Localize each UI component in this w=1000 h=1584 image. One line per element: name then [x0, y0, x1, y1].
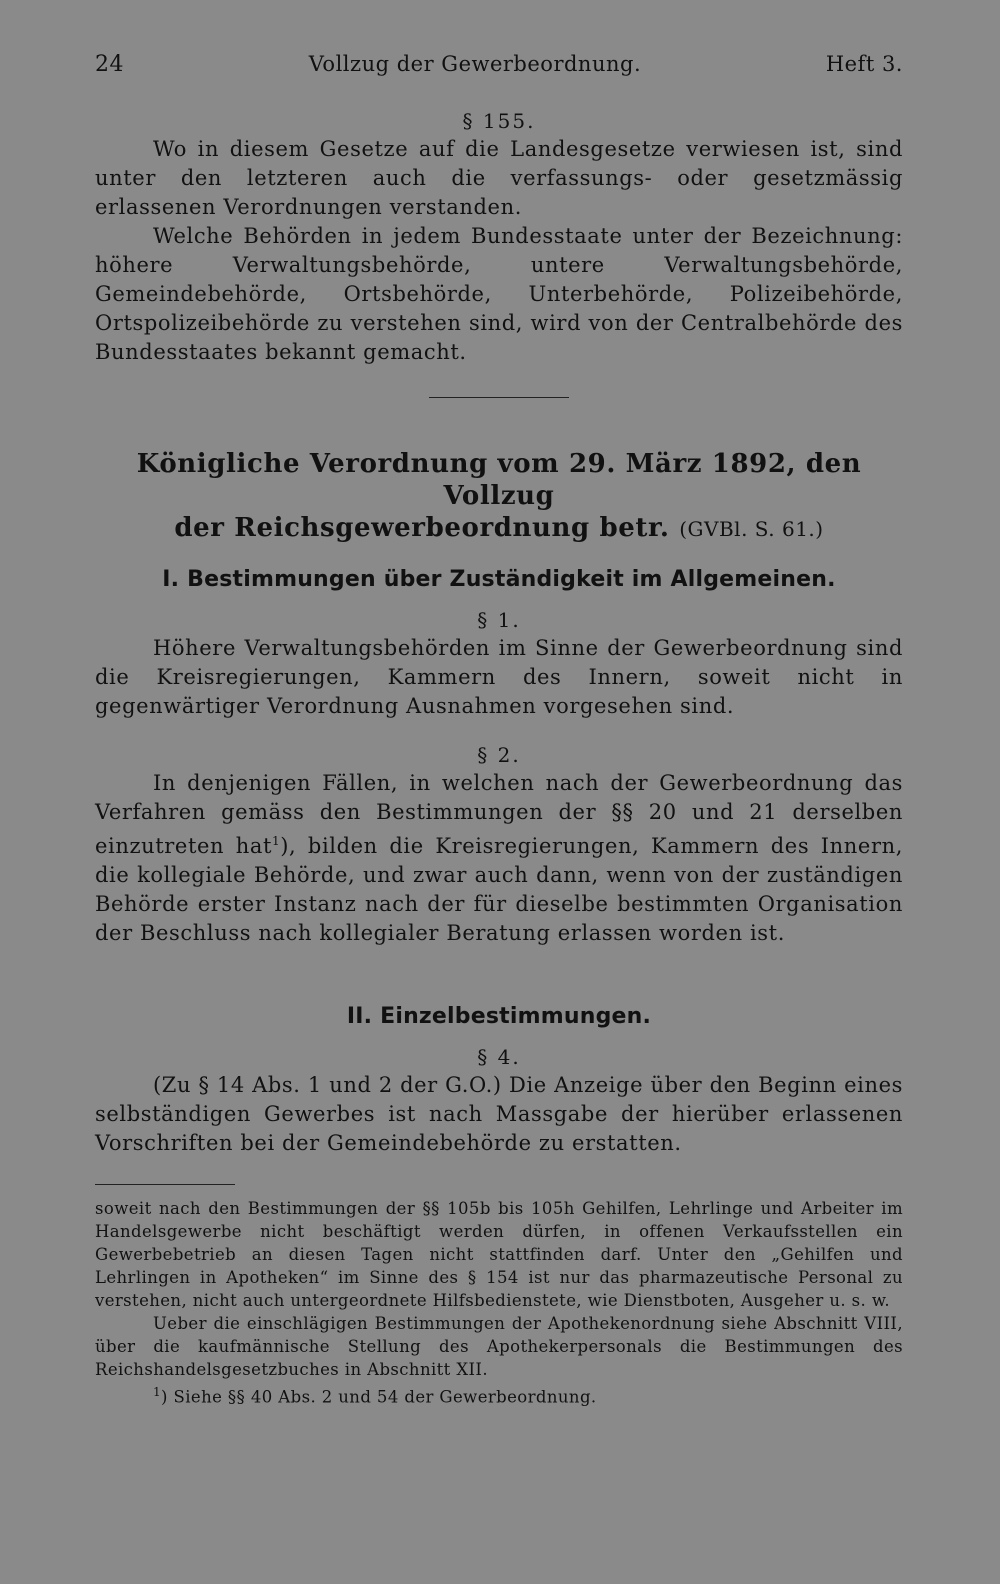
paragraph-4-text: (Zu § 14 Abs. 1 und 2 der G.O.) Die Anzeige über den Beginn eines selbständigen Gewerbes ist nach Massgabe der hierüber erlassenen Vorschriften bei der Gemeindebehörde zu erstatten. — [95, 1073, 903, 1155]
document-page — [95, 52, 903, 1409]
section-heading-1: I. Bestimmungen über Zuständigkeit im Allgemeinen. — [162, 567, 836, 592]
section-heading-2: II. Einzelbestimmungen. — [346, 1004, 652, 1029]
footnote-apothecary: Ueber die einschlägigen Bestimmungen der Apothekenordnung siehe Abschnitt VIII, über die kaufmännische Stellung des Apothekerpersonals die Bestimmungen des Reichshandelsgesetzbuches in Abschnitt XII. — [95, 1314, 903, 1379]
footnote-continuation: soweit nach den Bestimmungen der §§ 105b bis 105h Gehilfen, Lehrlinge und Arbeiter im Handelsgewerbe nicht beschäftigt werden dürfen, in offenen Verkaufsstellen ein Gewerbebetrieb an diesen Tagen nicht stattfinden darf. Unter den „Gehilfen und Lehrlingen in Apotheken“ im Sinne des § 154 ist nur das pharmazeutische Personal zu verstehen, nicht auch untergeordnete Hilfsbedienstete, wie Dienstboten, Ausgeher u. s. w. — [95, 1199, 903, 1310]
paragraph-2-text — [95, 769, 903, 948]
ordinance-title-line-2: der Reichsgewerbeordnung betr. — [174, 513, 670, 543]
paragraph-1-text: Höhere Verwaltungsbehörden im Sinne der Gewerbeordnung sind die Kreisregierungen, Kammern des Innern, soweit nicht in gegenwärtiger Verordnung Ausnahmen vorgesehen sind. — [95, 636, 903, 718]
page-number: 24 — [95, 52, 124, 77]
running-title: Vollzug der Gewerbeordnung. — [308, 52, 642, 76]
paragraph-155-text-1: Wo in diesem Gesetze auf die Landesgesetze verwiesen ist, sind unter den letzteren auch die verfassungs- oder gesetzmässig erlassenen Verordnungen verstanden. — [95, 137, 903, 219]
ordinance-title-line-1: Königliche Verordnung vom 29. März 1892, den Vollzug — [136, 449, 862, 511]
issue-label: Heft 3. — [825, 52, 903, 76]
paragraph-155-text-2: Welche Behörden in jedem Bundesstaate unter der Bezeichnung: höhere Verwaltungsbehörde, untere Verwaltungsbehörde, Gemeindebehörde, Ortsbehörde, Unterbehörde, Polizeibehörde, Ortspolizeibehörde zu verstehen sind, wird von der Centralbehörde des Bundesstaates bekannt gemacht. — [95, 224, 903, 364]
footnote-1 — [95, 1381, 903, 1409]
paragraph-2-text-a: In denjenigen Fällen, in welchen nach der Gewerbeordnung das Verfahren gemäss den Bestimmungen der §§ 20 und 21 derselben einzutreten hat — [95, 771, 903, 858]
section-divider — [429, 397, 569, 398]
paragraph-mark-155: § 155. — [462, 109, 536, 133]
running-header — [95, 52, 903, 77]
paragraph-mark-2: § 2. — [477, 743, 521, 767]
paragraph-2-text-b: ), bilden die Kreisregierungen, Kammern des Innern, die kollegiale Behörde, und zwar auch dann, wenn von der zuständigen Behörde erster Instanz nach der für dieselbe bestimmten Organisation der Beschluss nach kollegialer Beratung erlassen worden ist. — [95, 834, 903, 945]
paragraph-mark-4: § 4. — [477, 1045, 521, 1069]
footnote-1-text: ) Siehe §§ 40 Abs. 2 und 54 der Gewerbeordnung. — [161, 1387, 597, 1407]
paragraph-mark-1: § 1. — [477, 608, 521, 632]
footnote-1-marker: 1 — [153, 1385, 162, 1399]
ordinance-source: (GVBl. S. 61.) — [679, 517, 824, 541]
ordinance-title — [95, 448, 903, 545]
footnote-ref-1: 1 — [272, 834, 281, 848]
footnote-divider — [95, 1184, 235, 1185]
